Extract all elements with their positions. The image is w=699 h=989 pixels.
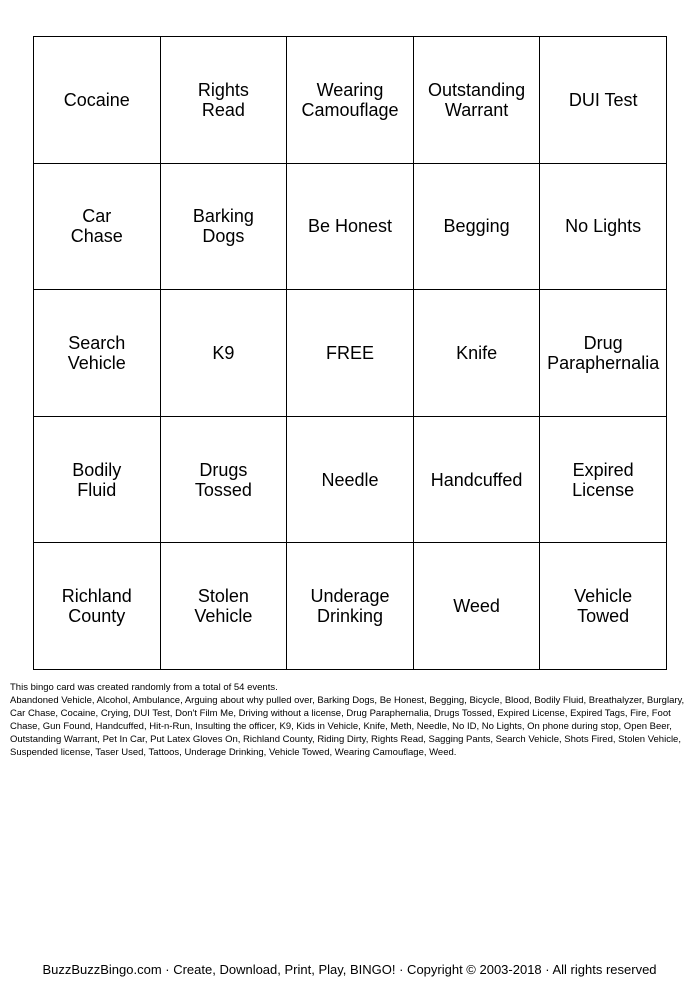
bingo-board-body xyxy=(34,37,667,670)
bingo-row xyxy=(34,416,667,543)
bingo-cell: Needle xyxy=(287,416,414,543)
bingo-row xyxy=(34,163,667,290)
bingo-row xyxy=(34,37,667,164)
free-space-cell: FREE xyxy=(287,290,414,417)
bingo-cell: Drug Paraphernalia xyxy=(540,290,667,417)
bingo-cell: Cocaine xyxy=(34,37,161,164)
note-intro: This bingo card was created randomly from a total of 54 events. xyxy=(10,682,278,693)
bingo-cell: Handcuffed xyxy=(413,416,540,543)
bingo-row xyxy=(34,543,667,670)
bingo-cell: Bodily Fluid xyxy=(34,416,161,543)
bingo-board xyxy=(33,36,667,670)
bingo-cell: Stolen Vehicle xyxy=(160,543,287,670)
bingo-cell: Begging xyxy=(413,163,540,290)
bingo-cell: Expired License xyxy=(540,416,667,543)
bingo-cell: Barking Dogs xyxy=(160,163,287,290)
bingo-cell: Drugs Tossed xyxy=(160,416,287,543)
bingo-cell: Be Honest xyxy=(287,163,414,290)
card-generation-note xyxy=(10,681,692,759)
bingo-cell: DUI Test xyxy=(540,37,667,164)
bingo-cell: Outstanding Warrant xyxy=(413,37,540,164)
bingo-cell: Vehicle Towed xyxy=(540,543,667,670)
bingo-cell: Weed xyxy=(413,543,540,670)
bingo-cell: Search Vehicle xyxy=(34,290,161,417)
bingo-cell: K9 xyxy=(160,290,287,417)
bingo-cell: Car Chase xyxy=(34,163,161,290)
bingo-cell: Wearing Camouflage xyxy=(287,37,414,164)
event-list: Abandoned Vehicle, Alcohol, Ambulance, Arguing about why pulled over, Barking Dogs, Be Honest, Begging, Bicycle, Blood, Bodily Fluid, Breathalyzer, Burglary, Car Chase, Cocaine, Crying, DUI Test, Don't Film Me, Driving without a license, Drug Paraphernalia, Drugs Tossed, Expired License, Expired Tags, Fire, Foot Chase, Gun Found, Handcuffed, Hit-n-Run, Insulting the officer, K9, Kids in Vehicle, Knife, Meth, Needle, No ID, No Lights, On phone during stop, Open Beer, Outstanding Warrant, Pet In Car, Put Latex Gloves On, Richland County, Riding Dirty, Rights Read, Sagging Pants, Search Vehicle, Shots Fired, Stolen Vehicle, Suspended license, Taser Used, Tattoos, Underage Drinking, Vehicle Towed, Wearing Camouflage, Weed. xyxy=(10,695,685,758)
bingo-cell: Knife xyxy=(413,290,540,417)
bingo-cell: Rights Read xyxy=(160,37,287,164)
bingo-cell: Underage Drinking xyxy=(287,543,414,670)
bingo-cell: Richland County xyxy=(34,543,161,670)
bingo-cell: No Lights xyxy=(540,163,667,290)
site-footer: BuzzBuzzBingo.com · Create, Download, Print, Play, BINGO! · Copyright © 2003-2018 · All rights reserved xyxy=(42,962,657,977)
bingo-row xyxy=(34,290,667,417)
